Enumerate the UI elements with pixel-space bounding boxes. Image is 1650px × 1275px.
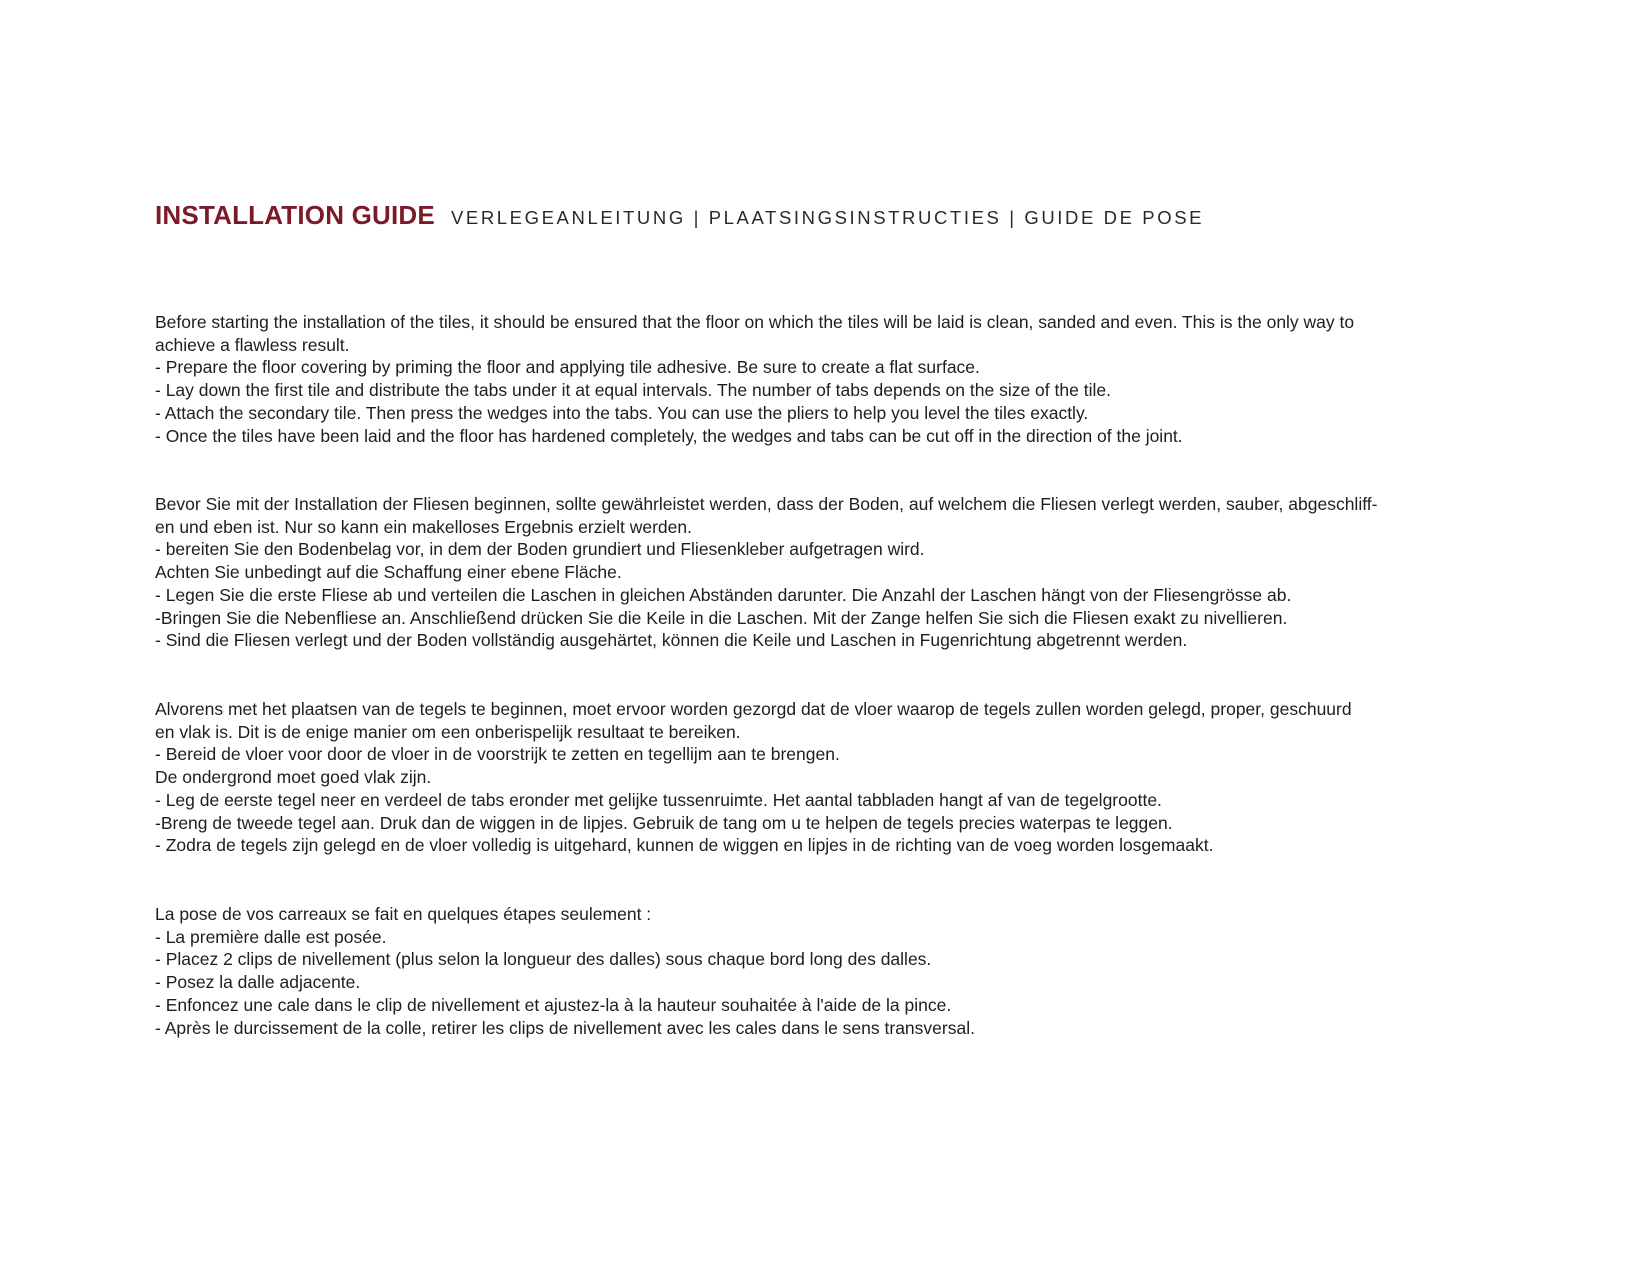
paragraph-line: Before starting the installation of the tiles, it should be ensured that the floor on which the tiles will be laid is clean, sanded and even. This is the only way to — [155, 312, 1355, 332]
paragraph-line: Alvorens met het plaatsen van de tegels te beginnen, moet ervoor worden gezorgd dat de vloer waarop de tegels zullen worden gelegd, proper, geschuurd — [155, 699, 1352, 719]
section-french — [155, 903, 1515, 1039]
page-title: INSTALLATION GUIDE — [155, 200, 435, 230]
list-item: - Zodra de tegels zijn gelegd en de vloer volledig is uitgehard, kunnen de wiggen en lipjes in de richting van de voeg worden losgemaakt. — [155, 835, 1214, 856]
list-item: - La première dalle est posée. — [155, 926, 387, 947]
list-item: - Legen Sie die erste Fliese ab und verteilen die Laschen in gleichen Abständen darunter. Die Anzahl der Laschen hängt von der Fliesengrösse ab. — [155, 584, 1292, 605]
section-german — [155, 493, 1515, 652]
list-item: - Placez 2 clips de nivellement (plus selon la longueur des dalles) sous chaque bord long des dalles. — [155, 949, 932, 970]
list-item: De ondergrond moet goed vlak zijn. — [155, 767, 432, 788]
list-item: - Sind die Fliesen verlegt und der Boden vollständig ausgehärtet, können die Keile und Laschen in Fugenrichtung abgetrennt werden. — [155, 630, 1188, 651]
page-header — [155, 200, 1204, 231]
list-item: - Once the tiles have been laid and the floor has hardened completely, the wedges and tabs can be cut off in the direction of the joint. — [155, 425, 1183, 446]
list-item: - Posez la dalle adjacente. — [155, 972, 361, 993]
paragraph-line: Bevor Sie mit der Installation der Fliesen beginnen, sollte gewährleistet werden, dass der Boden, auf welchem die Fliesen verlegt werden, sauber, abgeschliff- — [155, 494, 1378, 514]
list-item: -Breng de tweede tegel aan. Druk dan de wiggen in de lipjes. Gebruik de tang om u te helpen de tegels precies waterpas te leggen. — [155, 812, 1173, 833]
list-item: - Attach the secondary tile. Then press the wedges into the tabs. You can use the pliers to help you level the tiles exactly. — [155, 402, 1089, 423]
list-item: - Après le durcissement de la colle, retirer les clips de nivellement avec les cales dans le sens transversal. — [155, 1017, 975, 1038]
list-item: - Leg de eerste tegel neer en verdeel de tabs eronder met gelijke tussenruimte. Het aantal tabbladen hangt af van de tegelgrootte. — [155, 789, 1162, 810]
paragraph-line: en und eben ist. Nur so kann ein makelloses Ergebnis erzielt werden. — [155, 516, 692, 537]
paragraph-line: en vlak is. Dit is de enige manier om een onberispelijk resultaat te bereiken. — [155, 721, 741, 742]
paragraph-line: La pose de vos carreaux se fait en quelques étapes seulement : — [155, 904, 652, 924]
list-item: Achten Sie unbedingt auf die Schaffung einer ebene Fläche. — [155, 562, 622, 583]
page-subtitle: VERLEGEANLEITUNG | PLAATSINGSINSTRUCTIES | GUIDE DE POSE — [450, 207, 1205, 228]
section-english — [155, 311, 1515, 447]
paragraph-line: achieve a flawless result. — [155, 334, 350, 355]
list-item: - Bereid de vloer voor door de vloer in de voorstrijk te zetten en tegellijm aan te brengen. — [155, 744, 840, 765]
list-item: - bereiten Sie den Bodenbelag vor, in dem der Boden grundiert und Fliesenkleber aufgetragen wird. — [155, 539, 925, 560]
section-dutch — [155, 698, 1515, 857]
list-item: - Enfoncez une cale dans le clip de nivellement et ajustez-la à la hauteur souhaitée à l'aide de la pince. — [155, 994, 952, 1015]
list-item: - Lay down the first tile and distribute the tabs under it at equal intervals. The number of tabs depends on the size of the tile. — [155, 380, 1111, 401]
list-item: - Prepare the floor covering by priming the floor and applying tile adhesive. Be sure to create a flat surface. — [155, 357, 980, 378]
list-item: -Bringen Sie die Nebenfliese an. Anschließend drücken Sie die Keile in die Laschen. Mit der Zange helfen Sie sich die Fliesen exakt zu nivellieren. — [155, 607, 1288, 628]
